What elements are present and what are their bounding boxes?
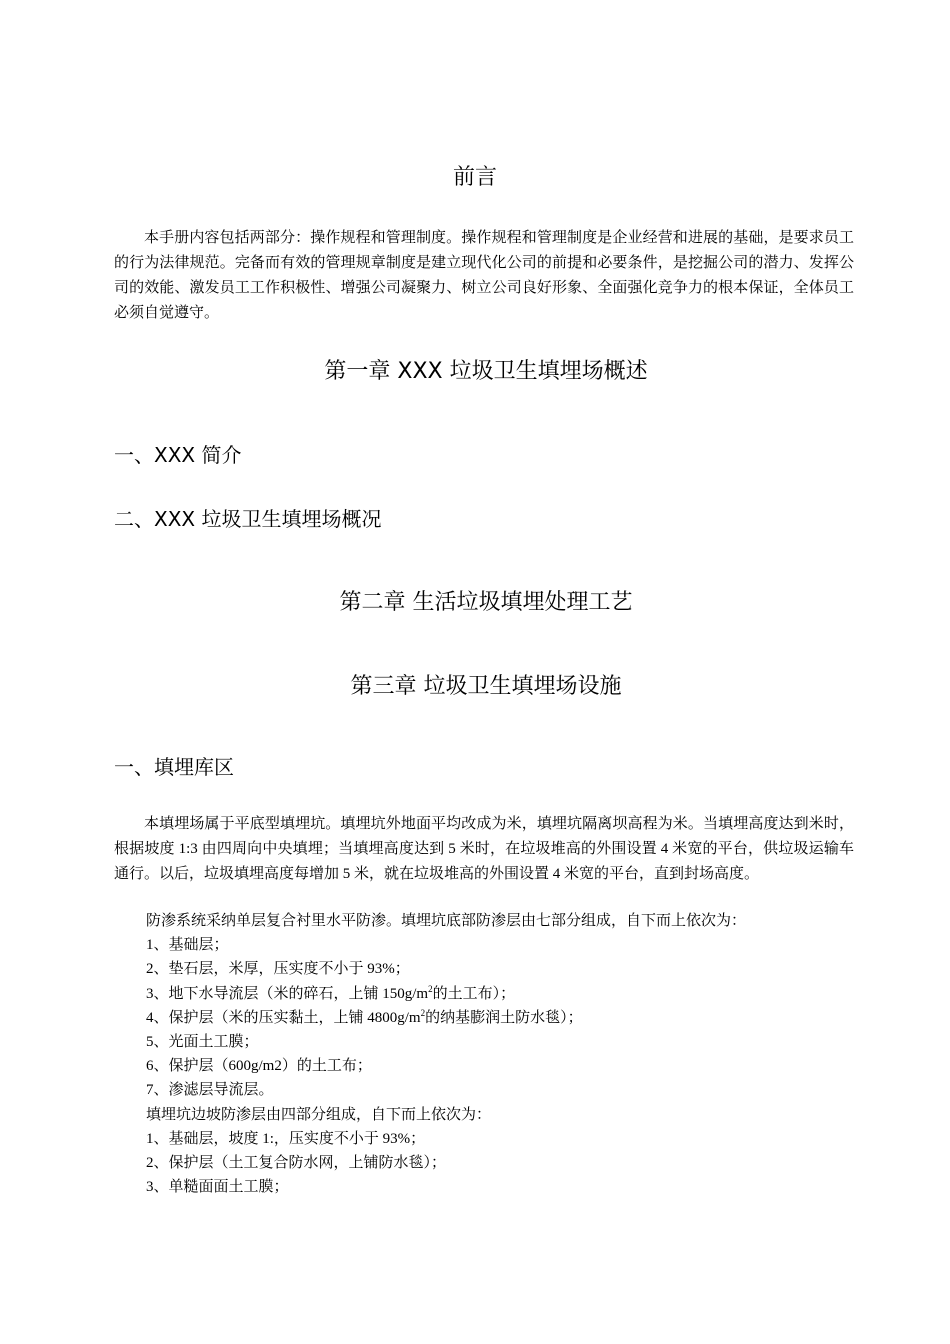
chapter-2-title: 第二章 生活垃圾填埋处理工艺 [339, 590, 633, 615]
list-item: 填埋坑边坡防渗层由四部分组成，自下而上依次为： [146, 1106, 492, 1123]
list-text: 3、地下水导流层（米的碎石，上铺 150g/m [146, 985, 429, 1002]
list-text: 4、保护层（米的压实黏土，上铺 4800g/m [146, 1009, 421, 1026]
list-item: 防渗系统采纳单层复合衬里水平防渗。填埋坑底部防渗层由七部分组成，自下而上依次为： [146, 913, 747, 929]
landfill-text: 本填埋场属于平底型填埋坑。填埋坑外地面平均改成为米，填埋坑隔离坝高程为米。当填埋高度达到米时，根据坡度 1:3 由四周向中央填埋；当填埋高度达到 5 米时，在垃圾堆高的外围设置 4 米宽的平台，供垃圾运输车通行。以后，垃圾填埋高度每增加 5 米，就在垃圾堆高的外围设置 4 米宽的平台，直到封场高度。 [114, 816, 854, 882]
list-item: 2、垫石层，米厚，压实度不小于 93%； [146, 961, 410, 978]
list-item: 7、渗滤层导流层。 [146, 1082, 274, 1099]
landfill-paragraph [114, 812, 854, 887]
list-item: 6、保护层（600g/m2）的土工布； [146, 1058, 372, 1075]
list-text: 的纳基膨润土防水毯）； [425, 1009, 583, 1026]
section-3-1-title: 一、填埋库区 [114, 755, 234, 779]
chapter-3-title: 第三章 垃圾卫生填埋场设施 [350, 674, 622, 699]
superscript: 2 [428, 983, 433, 994]
preface-text: 本手册内容包括两部分：操作规程和管理制度。操作规程和管理制度是企业经营和进展的基础，是要求员工的行为法律规范。完备而有效的管理规章制度是建立现代化公司的前提和必要条件，是挖掘公司的潜力、发挥公司的效能、激发员工工作积极性、增强公司凝聚力、树立公司良好形象、全面强化竞争力的根本保证，全体员工必须自觉遵守。 [114, 230, 854, 321]
list-item [146, 982, 856, 1006]
section-1-1-title: 一、XXX 简介 [114, 443, 242, 467]
list-text: 的土工布）； [432, 985, 516, 1002]
list-item: 5、光面土工膜； [146, 1033, 259, 1050]
list-item: 2、保护层（土工复合防水网，上铺防水毯）； [146, 1154, 447, 1171]
preface-paragraph [114, 226, 854, 326]
list-item: 1、基础层，坡度 1:，压实度不小于 93%； [146, 1130, 426, 1147]
section-1-2-title: 二、XXX 垃圾卫生填埋场概况 [114, 507, 382, 531]
list-item [146, 1006, 856, 1030]
list-item: 3、单糙面面土工膜； [146, 1179, 289, 1196]
preface-title: 前言 [452, 165, 497, 190]
seepage-list [146, 909, 856, 1199]
list-item: 1、基础层； [146, 937, 229, 954]
chapter-1-title: 第一章 XXX 垃圾卫生填埋场概述 [324, 359, 648, 384]
superscript: 2 [420, 1007, 426, 1018]
